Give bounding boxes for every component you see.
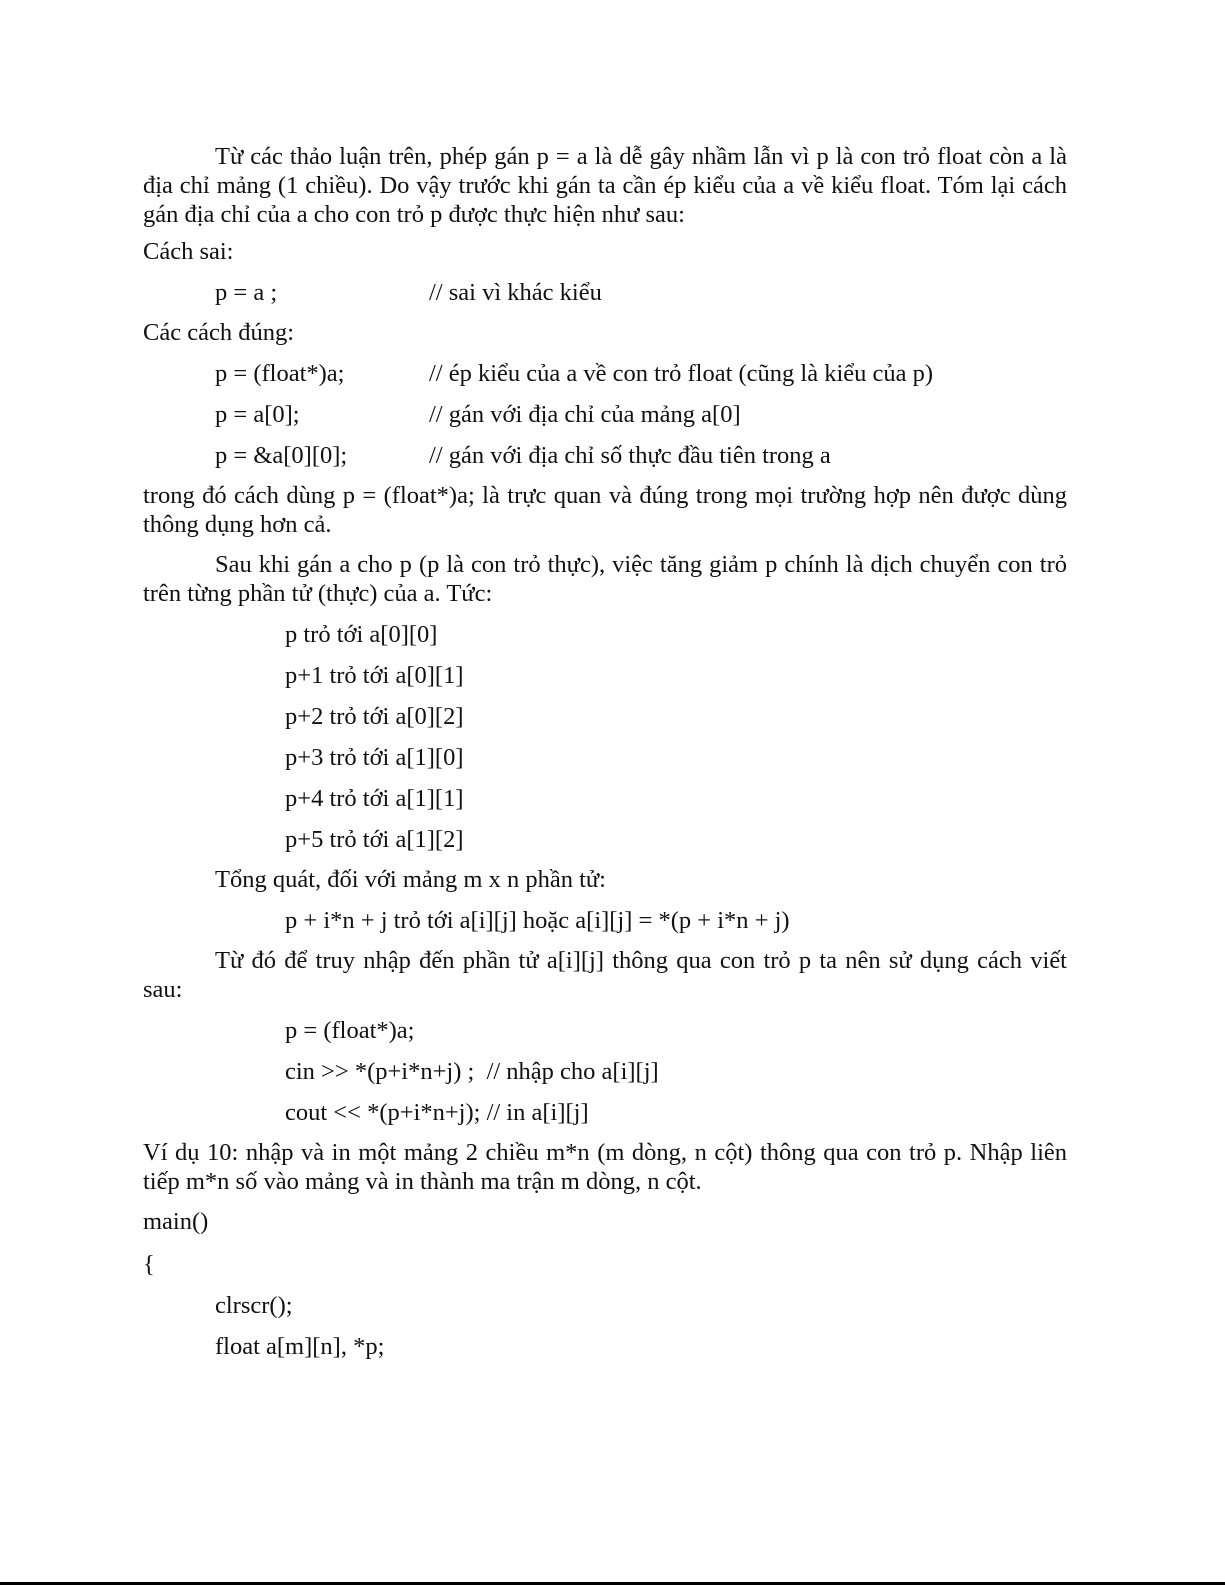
access-code-line: cout << *(p+i*n+j); // in a[i][j] bbox=[285, 1099, 589, 1126]
pointer-list-item: p+2 trỏ tới a[0][2] bbox=[285, 703, 464, 730]
document-page bbox=[143, 142, 1067, 1361]
conclusion-paragraph: trong đó cách dùng p = (float*)a; là trực quan và đúng trong mọi trường hợp nên được dùng thông dụng hơn cả. bbox=[143, 482, 1067, 538]
intro-paragraph: Từ các thảo luận trên, phép gán p = a là dễ gây nhầm lẫn vì p là con trỏ float còn a là địa chỉ mảng (1 chiều). Do vậy trước khi gán ta cần ép kiểu của a về kiểu float. Tóm lại cách gán địa chỉ của a cho con trỏ p được thực hiện như sau: bbox=[143, 143, 1067, 228]
after-assign-paragraph: Sau khi gán a cho p (p là con trỏ thực), việc tăng giảm p chính là dịch chuyển con trỏ trên từng phần tử (thực) của a. Tức: bbox=[143, 551, 1067, 607]
example-paragraph: Ví dụ 10: nhập và in một mảng 2 chiều m*n (m dòng, n cột) thông qua con trỏ p. Nhập liên tiếp m*n số vào mảng và in thành ma trận m dòng, n cột. bbox=[143, 1139, 1067, 1195]
wrong-way-heading: Cách sai: bbox=[143, 238, 234, 265]
general-formula: p + i*n + j trỏ tới a[i][j] hoặc a[i][j] = *(p + i*n + j) bbox=[285, 907, 790, 934]
wrong-way-line bbox=[143, 278, 1067, 307]
wrong-way-comment: // sai vì khác kiểu bbox=[429, 279, 602, 306]
access-code-line: p = (float*)a; bbox=[285, 1017, 415, 1044]
pointer-list-item: p+4 trỏ tới a[1][1] bbox=[285, 785, 464, 812]
right-ways-heading: Các cách đúng: bbox=[143, 319, 295, 346]
program-line: clrscr(); bbox=[215, 1292, 293, 1319]
pointer-list-item: p+3 trỏ tới a[1][0] bbox=[285, 744, 464, 771]
right-way-line bbox=[143, 359, 1067, 388]
right-way-code: p = (float*)a; bbox=[215, 360, 345, 387]
right-way-comment: // ép kiểu của a về con trỏ float (cũng là kiểu của p) bbox=[429, 360, 934, 387]
right-way-comment: // gán với địa chỉ số thực đầu tiên trong a bbox=[429, 442, 831, 469]
right-way-code: p = a[0]; bbox=[215, 401, 300, 428]
right-way-code: p = &a[0][0]; bbox=[215, 442, 348, 469]
program-open-brace: { bbox=[143, 1251, 155, 1278]
right-way-comment: // gán với địa chỉ của mảng a[0] bbox=[429, 401, 741, 428]
access-code-line: cin >> *(p+i*n+j) ; // nhập cho a[i][j] bbox=[285, 1058, 659, 1085]
right-way-line bbox=[143, 400, 1067, 429]
pointer-list-item: p+5 trỏ tới a[1][2] bbox=[285, 826, 464, 853]
wrong-way-code: p = a ; bbox=[215, 279, 278, 306]
pointer-list-item: p trỏ tới a[0][0] bbox=[285, 621, 438, 648]
pointer-list-item: p+1 trỏ tới a[0][1] bbox=[285, 662, 464, 689]
right-way-line bbox=[143, 441, 1067, 470]
program-header: main() bbox=[143, 1208, 209, 1235]
general-paragraph: Tổng quát, đối với mảng m x n phần tử: bbox=[215, 866, 606, 893]
access-paragraph: Từ đó để truy nhập đến phần tử a[i][j] thông qua con trỏ p ta nên sử dụng cách viết sau: bbox=[143, 947, 1067, 1003]
program-line: float a[m][n], *p; bbox=[215, 1333, 385, 1360]
